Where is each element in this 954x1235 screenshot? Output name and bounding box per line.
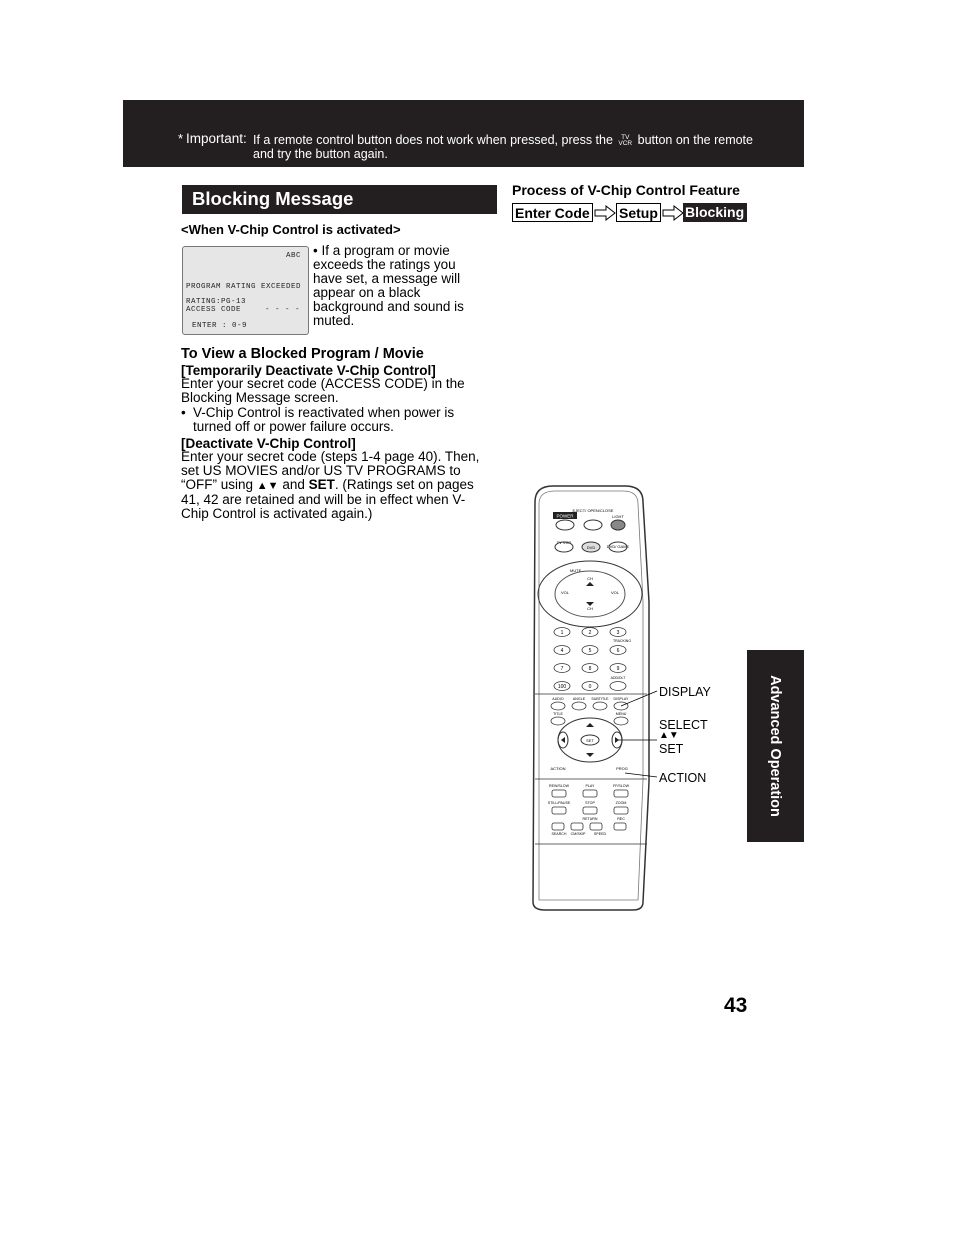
ch-up-label: CH bbox=[587, 576, 593, 581]
callout-lines bbox=[615, 685, 660, 785]
callout-set: SET bbox=[659, 742, 684, 756]
speed-label: SPEED bbox=[593, 832, 607, 836]
important-star: * bbox=[178, 131, 184, 146]
num-4-label: 4 bbox=[560, 648, 564, 654]
reactivation-note-text: V-Chip Control is reactivated when power is turned off or power failure occurs. bbox=[193, 405, 455, 434]
screen-line3: ACCESS CODE bbox=[186, 306, 242, 314]
page-number: 43 bbox=[724, 994, 748, 1017]
screen-line1: PROGRAM RATING EXCEEDED bbox=[186, 283, 302, 291]
ch-down-label: CH bbox=[587, 606, 593, 611]
important-label: Important: bbox=[186, 131, 247, 146]
step-enter-code: Enter Code bbox=[512, 203, 593, 222]
temporarily-deactivate-text: Enter your secret code (ACCESS CODE) in the Blocking Message screen. bbox=[181, 376, 465, 405]
power-label: POWER bbox=[556, 513, 574, 519]
deactivate-heading: [Deactivate V-Chip Control] bbox=[181, 436, 356, 451]
view-blocked-heading: To View a Blocked Program / Movie bbox=[181, 346, 424, 362]
screen-channel: ABC bbox=[285, 252, 301, 260]
num-6-label: 6 bbox=[616, 648, 620, 654]
dvd-label: DVD bbox=[586, 545, 596, 550]
display-label: DISPLAY bbox=[613, 697, 629, 701]
tv-vcr-label: TV VCR bbox=[556, 540, 572, 545]
rec-label: REC bbox=[617, 817, 625, 821]
important-note-part1: If a remote control button does not work when pressed, press the bbox=[253, 133, 613, 147]
num-5-label: 5 bbox=[588, 648, 592, 654]
step-setup: Setup bbox=[616, 203, 661, 222]
return-label: RETURN bbox=[582, 817, 598, 821]
power-button bbox=[556, 520, 574, 530]
bullet-icon: • bbox=[181, 405, 186, 420]
still-label: STILL/PAUSE bbox=[547, 801, 571, 805]
important-note-line2: and try the button again. bbox=[253, 147, 388, 161]
blocking-message-description: • If a program or movie exceeds the ratings you have set, a message will appear on a black background and sound is muted. bbox=[313, 243, 464, 328]
subtitle-label: SUBTITLE bbox=[591, 697, 609, 701]
num-9-label: 9 bbox=[616, 666, 620, 672]
title-label: TITLE bbox=[553, 712, 563, 716]
side-tab-label: Advanced Operation bbox=[767, 675, 783, 817]
num-7-label: 7 bbox=[560, 666, 564, 672]
callout-select: SELECT bbox=[659, 718, 708, 732]
callout-up-down-arrows-icon: ▲▼ bbox=[659, 730, 679, 741]
light-button bbox=[611, 520, 625, 530]
num-100-label: 100 bbox=[557, 684, 567, 690]
eject-label: EJECT/ OPEN/CLOSE bbox=[572, 508, 614, 513]
set-label: SET bbox=[586, 738, 594, 743]
tv-vcr-button-icon: TV VCR bbox=[618, 133, 633, 147]
process-title: Process of V-Chip Control Feature bbox=[512, 182, 740, 198]
reactivation-note bbox=[181, 406, 481, 434]
tracking-label: TRACKING bbox=[612, 639, 632, 643]
deactivate-text: Enter your secret code (steps 1-4 page 40). Then, set US MOVIES and/or US TV PROGRAMS to “OFF” using ▲▼ and SET. (Ratings set on pages 41, 42 are retained and will be in effect when V-Chip Control is activated again.) bbox=[181, 449, 480, 521]
mute-label: MUTE bbox=[570, 568, 582, 573]
prog-label: PROG bbox=[616, 766, 628, 771]
when-activated-heading: <When V-Chip Control is activated> bbox=[181, 222, 401, 237]
important-note-part2: button on the remote bbox=[637, 133, 753, 147]
step-blocking: Blocking bbox=[683, 203, 747, 222]
temporarily-deactivate-heading: [Temporarily Deactivate V-Chip Control] bbox=[181, 363, 436, 378]
stop-label: STOP bbox=[585, 801, 595, 805]
num-3-label: 3 bbox=[616, 630, 620, 636]
section-title: Blocking Message bbox=[192, 188, 354, 209]
cm-skip-label: CM/SKIP bbox=[570, 832, 586, 836]
num-2-label: 2 bbox=[588, 630, 592, 636]
ff-label: FF/SLOW bbox=[613, 784, 629, 788]
up-down-arrows-icon: ▲▼ bbox=[256, 480, 279, 492]
light-label: LIGHT bbox=[612, 514, 624, 519]
callout-action: ACTION bbox=[659, 771, 707, 785]
rew-label: REW/SLOW bbox=[549, 784, 569, 788]
zoom-label: ZOOM bbox=[615, 801, 627, 805]
callout-display: DISPLAY bbox=[659, 685, 711, 699]
blocking-message-screen bbox=[182, 246, 309, 335]
important-note-line1 bbox=[253, 133, 753, 148]
arrow-right-icon bbox=[594, 205, 616, 221]
arrow-right-icon bbox=[662, 205, 684, 221]
num-8-label: 8 bbox=[588, 666, 592, 672]
audio-label: AUDIO bbox=[552, 697, 564, 701]
angle-label: ANGLE bbox=[572, 697, 586, 701]
num-1-label: 1 bbox=[560, 630, 564, 636]
screen-line2: RATING:PG-13 bbox=[186, 298, 247, 306]
num-0-label: 0 bbox=[588, 684, 592, 690]
vol-up-label: VOL bbox=[610, 590, 620, 595]
search-label: SEARCH bbox=[551, 832, 567, 836]
play-label: PLAY bbox=[585, 784, 595, 788]
screen-line4: ENTER : 0-9 bbox=[192, 322, 248, 330]
screen-dashes: - - - - bbox=[264, 306, 300, 314]
vol-down-label: VOL bbox=[560, 590, 570, 595]
menu-label: MENU bbox=[615, 712, 627, 716]
dvd-game-label: DVD/ GAME bbox=[606, 544, 630, 549]
action-label: ACTION bbox=[550, 766, 566, 771]
eject-button bbox=[584, 520, 602, 530]
add-dlt-label: ADD/DLT bbox=[610, 676, 626, 680]
